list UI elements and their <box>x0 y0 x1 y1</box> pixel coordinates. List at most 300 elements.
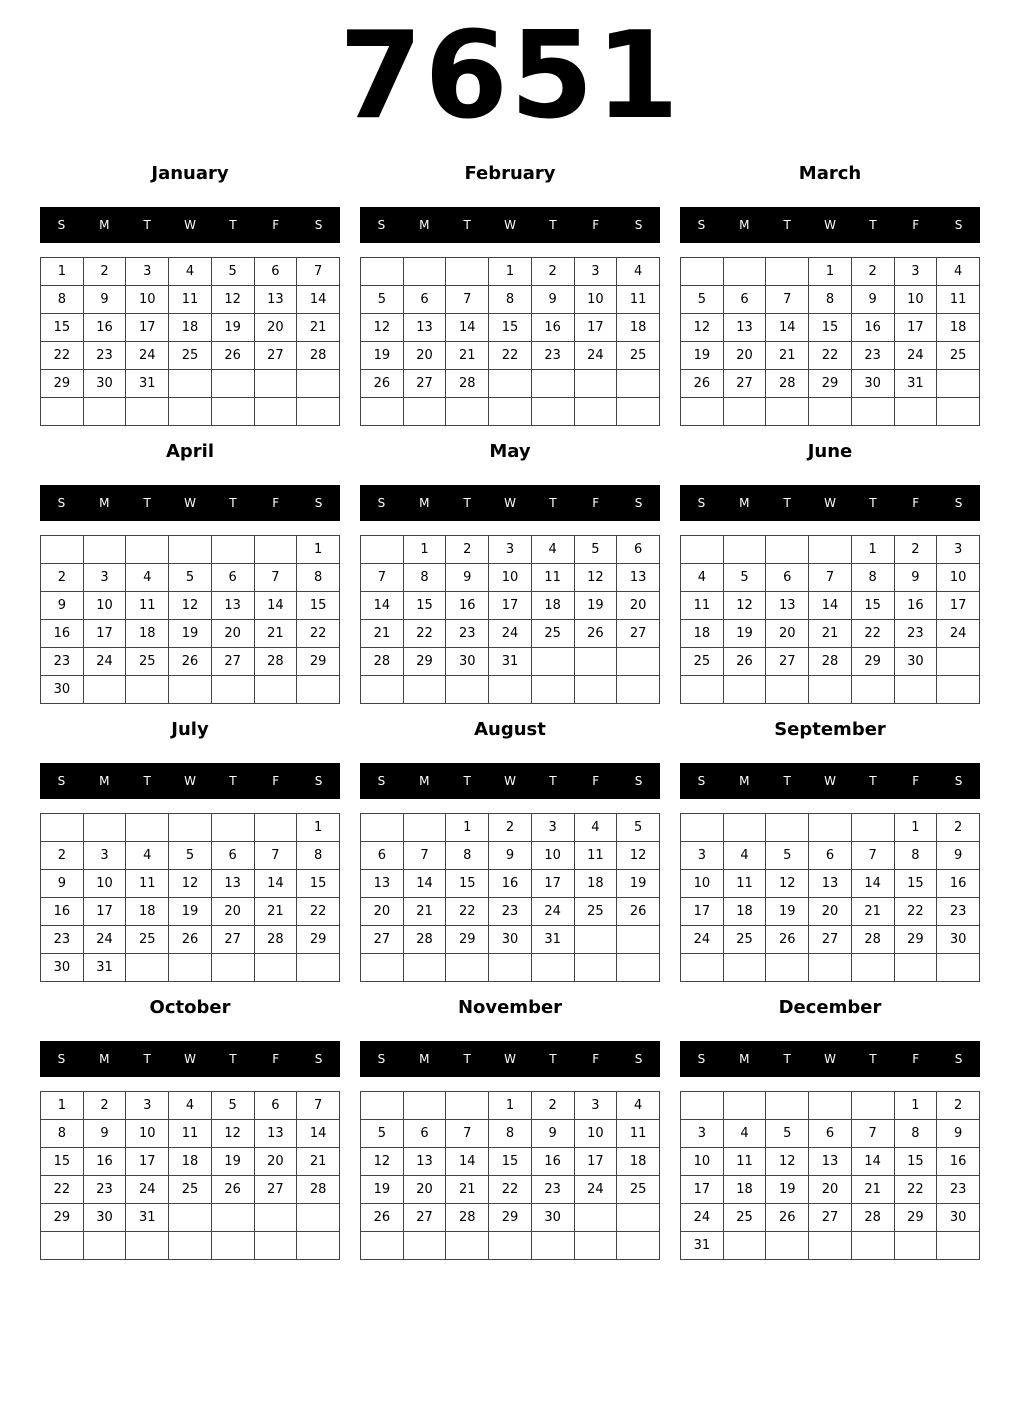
day-cell: 25 <box>723 1204 766 1232</box>
weekday-header <box>680 1041 980 1077</box>
day-cell: 13 <box>809 1148 852 1176</box>
day-cell <box>851 954 894 982</box>
day-cell: 26 <box>723 648 766 676</box>
weekday-label: T <box>143 1052 151 1066</box>
day-cell: 27 <box>617 620 660 648</box>
day-cell: 15 <box>297 592 340 620</box>
day-cell: 13 <box>809 870 852 898</box>
weekday-label: T <box>229 774 237 788</box>
day-cell: 16 <box>531 314 574 342</box>
day-cell <box>574 398 617 426</box>
week-row <box>361 258 660 286</box>
day-cell <box>297 398 340 426</box>
day-cell: 5 <box>574 536 617 564</box>
weekday-label: W <box>824 1052 836 1066</box>
week-row <box>41 1204 340 1232</box>
day-cell <box>809 1092 852 1120</box>
weekday-label: S <box>634 1052 643 1066</box>
day-cell: 15 <box>489 1148 532 1176</box>
day-cell: 25 <box>617 342 660 370</box>
day-cell: 20 <box>766 620 809 648</box>
day-cell: 10 <box>489 564 532 592</box>
day-cell: 29 <box>489 1204 532 1232</box>
day-cell <box>894 1232 937 1260</box>
day-cell: 21 <box>297 314 340 342</box>
day-cell: 5 <box>766 1120 809 1148</box>
day-cell: 26 <box>361 370 404 398</box>
day-cell: 27 <box>403 1204 446 1232</box>
day-cell <box>766 1232 809 1260</box>
day-grid <box>40 1091 340 1260</box>
day-cell: 30 <box>531 1204 574 1232</box>
day-cell <box>723 1232 766 1260</box>
week-row <box>681 536 980 564</box>
day-cell: 10 <box>83 870 126 898</box>
day-cell: 5 <box>723 564 766 592</box>
weekday-label: W <box>824 774 836 788</box>
week-row <box>41 342 340 370</box>
day-cell <box>361 954 404 982</box>
week-row <box>681 926 980 954</box>
day-cell: 8 <box>489 286 532 314</box>
day-cell: 17 <box>126 1148 169 1176</box>
week-row <box>681 258 980 286</box>
day-cell: 31 <box>126 370 169 398</box>
day-cell <box>574 370 617 398</box>
week-row <box>361 564 660 592</box>
week-row <box>361 1232 660 1260</box>
day-cell <box>169 954 212 982</box>
weekday-label: S <box>697 496 706 510</box>
day-cell: 22 <box>41 1176 84 1204</box>
day-cell <box>937 954 980 982</box>
weekday-header <box>680 207 980 243</box>
day-cell: 18 <box>169 1148 212 1176</box>
weekday-label: F <box>592 496 600 510</box>
weekday-label: T <box>549 1052 557 1066</box>
day-cell: 7 <box>851 842 894 870</box>
day-cell <box>211 676 254 704</box>
day-cell: 17 <box>681 1176 724 1204</box>
day-cell: 29 <box>446 926 489 954</box>
day-cell: 1 <box>403 536 446 564</box>
weekday-label: S <box>57 496 66 510</box>
day-cell: 20 <box>254 314 297 342</box>
day-cell <box>361 1232 404 1260</box>
day-cell: 21 <box>851 1176 894 1204</box>
day-cell: 17 <box>937 592 980 620</box>
day-cell <box>126 954 169 982</box>
day-cell: 16 <box>937 870 980 898</box>
week-row <box>681 676 980 704</box>
day-cell: 5 <box>169 564 212 592</box>
day-cell <box>617 1232 660 1260</box>
day-cell: 29 <box>297 926 340 954</box>
day-cell <box>617 648 660 676</box>
day-cell <box>617 370 660 398</box>
day-cell: 11 <box>169 286 212 314</box>
day-cell: 30 <box>83 1204 126 1232</box>
day-cell: 18 <box>531 592 574 620</box>
day-cell <box>211 814 254 842</box>
day-cell: 6 <box>211 564 254 592</box>
day-cell: 18 <box>169 314 212 342</box>
day-cell <box>254 370 297 398</box>
weekday-label: M <box>419 218 430 232</box>
day-cell: 5 <box>766 842 809 870</box>
day-cell: 10 <box>126 286 169 314</box>
day-cell: 12 <box>361 1148 404 1176</box>
day-cell: 11 <box>937 286 980 314</box>
day-cell: 10 <box>574 286 617 314</box>
day-cell: 24 <box>681 1204 724 1232</box>
weekday-header <box>360 1041 660 1077</box>
day-cell <box>361 536 404 564</box>
day-cell <box>851 398 894 426</box>
weekday-label: F <box>592 774 600 788</box>
week-row <box>41 1176 340 1204</box>
day-cell <box>446 1092 489 1120</box>
day-cell <box>254 676 297 704</box>
day-cell: 17 <box>574 314 617 342</box>
day-cell: 13 <box>254 1120 297 1148</box>
day-grid <box>360 1091 660 1260</box>
day-cell: 18 <box>126 620 169 648</box>
day-grid <box>40 535 340 704</box>
day-cell: 12 <box>211 1120 254 1148</box>
day-cell <box>403 954 446 982</box>
day-cell: 24 <box>126 342 169 370</box>
weekday-label: F <box>592 218 600 232</box>
day-cell: 15 <box>489 314 532 342</box>
weekday-label: W <box>504 774 516 788</box>
day-cell <box>809 398 852 426</box>
day-cell: 10 <box>937 564 980 592</box>
week-row <box>361 592 660 620</box>
weekday-label: F <box>592 1052 600 1066</box>
day-cell: 30 <box>489 926 532 954</box>
day-cell: 1 <box>894 814 937 842</box>
day-cell: 13 <box>723 314 766 342</box>
week-row <box>681 1148 980 1176</box>
week-row <box>681 314 980 342</box>
day-cell: 25 <box>126 926 169 954</box>
weekday-label: S <box>697 774 706 788</box>
day-cell <box>297 1204 340 1232</box>
day-cell: 20 <box>809 1176 852 1204</box>
day-cell <box>41 536 84 564</box>
day-cell: 9 <box>41 592 84 620</box>
day-cell: 31 <box>83 954 126 982</box>
day-cell: 17 <box>574 1148 617 1176</box>
day-cell: 1 <box>446 814 489 842</box>
weekday-label: T <box>783 218 791 232</box>
week-row <box>681 648 980 676</box>
day-cell: 30 <box>41 954 84 982</box>
weekday-label: F <box>272 496 280 510</box>
day-cell: 27 <box>211 648 254 676</box>
month-name: September <box>774 719 886 740</box>
day-cell: 8 <box>894 1120 937 1148</box>
day-cell <box>723 258 766 286</box>
weekday-header <box>40 763 340 799</box>
day-cell: 11 <box>617 286 660 314</box>
week-row <box>361 676 660 704</box>
day-cell: 4 <box>574 814 617 842</box>
day-cell: 17 <box>894 314 937 342</box>
weekday-label: S <box>57 1052 66 1066</box>
day-cell: 28 <box>851 1204 894 1232</box>
day-cell: 22 <box>403 620 446 648</box>
day-cell: 12 <box>681 314 724 342</box>
weekday-label: M <box>739 1052 750 1066</box>
weekday-label: M <box>739 218 750 232</box>
day-cell <box>809 536 852 564</box>
day-cell: 30 <box>446 648 489 676</box>
day-cell: 10 <box>126 1120 169 1148</box>
weekday-label: S <box>377 218 386 232</box>
weekday-label: T <box>143 774 151 788</box>
weekday-label: T <box>229 218 237 232</box>
day-cell: 4 <box>126 564 169 592</box>
week-row <box>41 842 340 870</box>
day-cell: 21 <box>446 342 489 370</box>
day-cell: 22 <box>489 342 532 370</box>
day-cell: 28 <box>297 1176 340 1204</box>
day-grid <box>40 257 340 426</box>
day-grid <box>40 813 340 982</box>
day-cell: 30 <box>83 370 126 398</box>
day-cell: 3 <box>531 814 574 842</box>
week-row <box>361 1092 660 1120</box>
day-cell: 26 <box>766 926 809 954</box>
day-cell: 26 <box>361 1204 404 1232</box>
week-row <box>41 592 340 620</box>
week-row <box>361 286 660 314</box>
day-cell: 12 <box>574 564 617 592</box>
day-cell: 26 <box>681 370 724 398</box>
day-cell: 12 <box>723 592 766 620</box>
weekday-label: S <box>314 496 323 510</box>
week-row <box>681 564 980 592</box>
day-cell: 27 <box>361 926 404 954</box>
day-grid <box>360 813 660 982</box>
day-cell <box>851 1232 894 1260</box>
day-cell: 1 <box>489 258 532 286</box>
weekday-label: S <box>57 774 66 788</box>
day-cell <box>169 1204 212 1232</box>
day-cell: 10 <box>83 592 126 620</box>
week-row <box>681 898 980 926</box>
day-cell: 8 <box>403 564 446 592</box>
day-cell: 11 <box>723 870 766 898</box>
day-cell: 7 <box>766 286 809 314</box>
day-cell: 1 <box>297 536 340 564</box>
day-cell: 1 <box>41 1092 84 1120</box>
month-name: August <box>474 719 546 740</box>
week-row <box>41 648 340 676</box>
day-cell: 26 <box>211 1176 254 1204</box>
day-cell: 8 <box>297 842 340 870</box>
weekday-label: W <box>184 1052 196 1066</box>
weekday-label: T <box>869 496 877 510</box>
month-name: February <box>464 163 556 184</box>
day-cell: 18 <box>617 314 660 342</box>
day-cell: 19 <box>361 1176 404 1204</box>
day-cell: 23 <box>531 1176 574 1204</box>
week-row <box>361 342 660 370</box>
day-cell: 24 <box>83 926 126 954</box>
day-cell: 30 <box>851 370 894 398</box>
day-cell <box>851 676 894 704</box>
day-cell: 29 <box>403 648 446 676</box>
day-cell <box>403 676 446 704</box>
day-cell: 13 <box>766 592 809 620</box>
weekday-label: W <box>824 496 836 510</box>
weekday-label: W <box>824 218 836 232</box>
day-cell: 22 <box>894 898 937 926</box>
day-cell: 29 <box>41 1204 84 1232</box>
day-cell: 16 <box>41 898 84 926</box>
day-cell: 8 <box>297 564 340 592</box>
day-cell <box>809 676 852 704</box>
day-cell: 6 <box>403 1120 446 1148</box>
day-cell: 7 <box>297 1092 340 1120</box>
day-cell <box>169 536 212 564</box>
day-cell <box>169 370 212 398</box>
day-cell: 2 <box>83 258 126 286</box>
week-row <box>361 370 660 398</box>
day-cell <box>531 648 574 676</box>
weekday-label: T <box>229 496 237 510</box>
day-cell: 12 <box>169 592 212 620</box>
day-cell: 16 <box>851 314 894 342</box>
day-cell <box>574 676 617 704</box>
day-cell: 5 <box>211 1092 254 1120</box>
day-cell: 21 <box>254 898 297 926</box>
weekday-label: T <box>869 218 877 232</box>
day-cell: 17 <box>83 620 126 648</box>
day-cell: 10 <box>531 842 574 870</box>
day-cell: 8 <box>809 286 852 314</box>
week-row <box>361 398 660 426</box>
day-cell: 28 <box>851 926 894 954</box>
weekday-header <box>360 485 660 521</box>
day-cell: 14 <box>446 314 489 342</box>
day-cell <box>809 954 852 982</box>
day-cell: 15 <box>809 314 852 342</box>
weekday-label: T <box>463 218 471 232</box>
weekday-label: T <box>143 218 151 232</box>
day-cell: 4 <box>617 258 660 286</box>
day-cell: 19 <box>211 1148 254 1176</box>
day-cell <box>361 398 404 426</box>
weekday-label: S <box>697 1052 706 1066</box>
week-row <box>681 870 980 898</box>
day-cell <box>83 398 126 426</box>
day-cell: 15 <box>41 1148 84 1176</box>
day-cell <box>297 1232 340 1260</box>
day-cell: 2 <box>937 814 980 842</box>
day-cell <box>297 954 340 982</box>
week-row <box>681 1176 980 1204</box>
day-cell: 19 <box>723 620 766 648</box>
weekday-label: S <box>57 218 66 232</box>
day-cell: 20 <box>403 1176 446 1204</box>
day-cell: 11 <box>126 592 169 620</box>
day-cell <box>41 398 84 426</box>
day-cell: 3 <box>83 564 126 592</box>
day-cell <box>531 370 574 398</box>
day-cell: 8 <box>851 564 894 592</box>
day-cell <box>489 398 532 426</box>
day-cell: 8 <box>894 842 937 870</box>
weekday-label: S <box>954 774 963 788</box>
day-cell: 3 <box>681 1120 724 1148</box>
day-cell: 9 <box>446 564 489 592</box>
day-cell: 10 <box>574 1120 617 1148</box>
weekday-label: T <box>463 496 471 510</box>
day-cell: 27 <box>211 926 254 954</box>
day-cell <box>766 258 809 286</box>
day-cell: 18 <box>126 898 169 926</box>
day-cell <box>254 536 297 564</box>
weekday-label: S <box>954 1052 963 1066</box>
day-cell: 24 <box>531 898 574 926</box>
day-cell: 11 <box>531 564 574 592</box>
day-cell <box>403 398 446 426</box>
day-cell: 25 <box>169 1176 212 1204</box>
day-cell: 23 <box>937 1176 980 1204</box>
week-row <box>41 954 340 982</box>
day-cell: 24 <box>894 342 937 370</box>
day-cell: 11 <box>126 870 169 898</box>
year-title: 7651 <box>339 7 681 146</box>
day-cell: 15 <box>403 592 446 620</box>
day-cell: 4 <box>723 842 766 870</box>
week-row <box>41 870 340 898</box>
month-name: January <box>151 163 229 184</box>
day-cell: 9 <box>937 842 980 870</box>
week-row <box>681 1120 980 1148</box>
day-cell: 16 <box>83 1148 126 1176</box>
day-cell: 22 <box>489 1176 532 1204</box>
day-cell <box>211 1232 254 1260</box>
day-cell: 27 <box>254 1176 297 1204</box>
day-cell <box>361 258 404 286</box>
day-cell <box>531 398 574 426</box>
weekday-label: M <box>99 1052 110 1066</box>
week-row <box>41 1148 340 1176</box>
day-cell: 3 <box>937 536 980 564</box>
weekday-header <box>680 485 980 521</box>
week-row <box>41 1092 340 1120</box>
day-cell <box>211 398 254 426</box>
day-cell <box>894 398 937 426</box>
weekday-label: S <box>314 774 323 788</box>
day-cell <box>681 536 724 564</box>
day-cell: 11 <box>169 1120 212 1148</box>
day-cell: 15 <box>297 870 340 898</box>
day-cell <box>937 676 980 704</box>
day-cell <box>574 648 617 676</box>
day-cell: 14 <box>403 870 446 898</box>
day-cell: 17 <box>83 898 126 926</box>
day-cell: 13 <box>403 314 446 342</box>
day-cell: 3 <box>489 536 532 564</box>
day-cell: 14 <box>297 1120 340 1148</box>
day-cell: 21 <box>446 1176 489 1204</box>
